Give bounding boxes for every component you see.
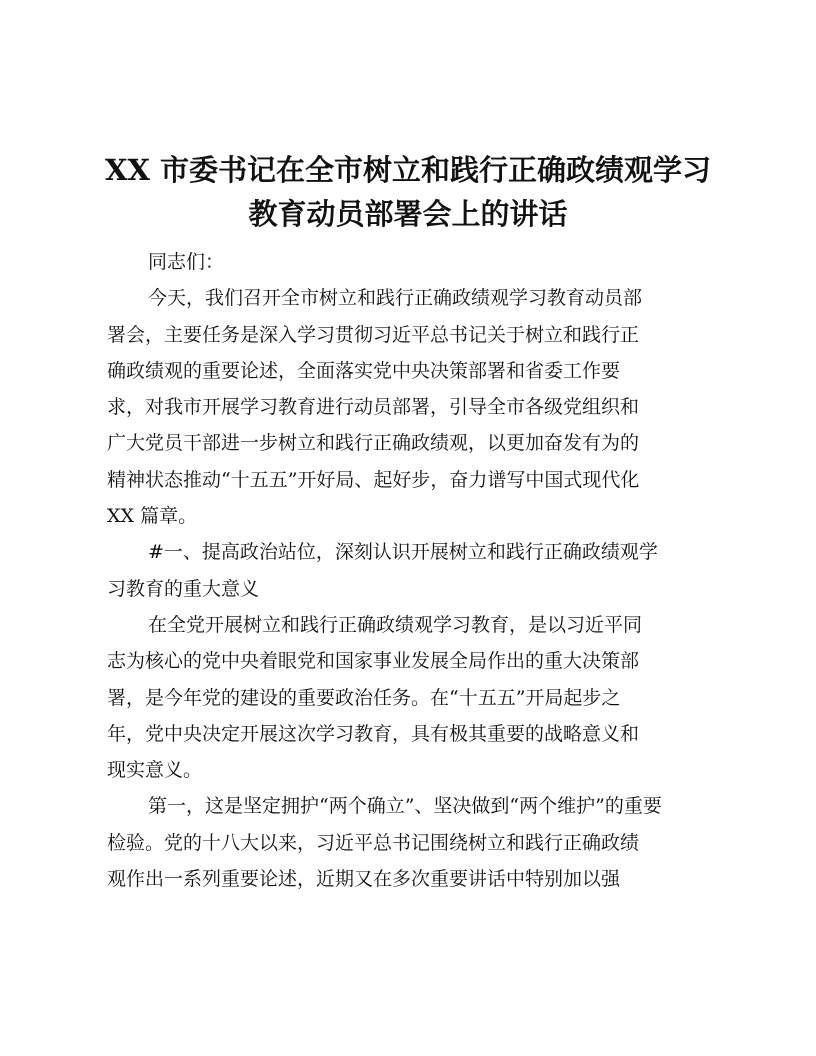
- salutation: 同志们：: [148, 251, 225, 273]
- document-body: [107, 244, 717, 897]
- document-title: [100, 148, 716, 236]
- paragraph-1-line-5: 广大党员干部进一步树立和践行正确政绩观，以更加奋发有为的: [107, 432, 640, 455]
- paragraph-2-line-2: 志为核心的党中央着眼党和国家事业发展全局作出的重大决策部: [107, 650, 640, 673]
- section-heading-line-2: 习教育的重大意义: [107, 577, 260, 600]
- paragraph-3-line-1: 第一，这是坚定拥护“两个确立”、坚决做到“两个维护”的重要: [148, 795, 662, 818]
- section-heading-line-1: #一、提高政治站位，深刻认识开展树立和践行正确政绩观学: [148, 541, 658, 564]
- paragraph-1-line-4: 求，对我市开展学习教育进行动员部署，引导全市各级党组织和: [107, 396, 640, 419]
- paragraph-2-line-5: 现实意义。: [107, 759, 203, 782]
- paragraph-2-line-4: 年，党中央决定开展这次学习教育，具有极其重要的战略意义和: [107, 722, 640, 745]
- paragraph-2-line-1: 在全党开展树立和践行正确政绩观学习教育，是以习近平同: [148, 613, 643, 636]
- title-line-1: XX 市委书记在全市树立和践行正确政绩观学习: [104, 153, 712, 187]
- paragraph-1-line-6: 精神状态推动“十五五”开好局、起好步，奋力谱写中国式现代化: [107, 468, 640, 491]
- paragraph-1-line-7: XX 篇章。: [107, 505, 198, 528]
- paragraph-1-line-1: 今天，我们召开全市树立和践行正确政绩观学习教育动员部: [148, 287, 643, 310]
- paragraph-1-line-2: 署会，主要任务是深入学习贯彻习近平总书记关于树立和践行正: [107, 323, 640, 346]
- paragraph-1-line-3: 确政绩观的重要论述，全面落实党中央决策部署和省委工作要: [107, 359, 621, 382]
- title-line-2: 教育动员部署会上的讲话: [248, 197, 568, 231]
- paragraph-3-line-3: 观作出一系列重要论述，近期又在多次重要讲话中特别加以强: [107, 868, 621, 891]
- paragraph-2-line-3: 署，是今年党的建设的重要政治任务。在“十五五”开局起步之: [107, 686, 621, 709]
- paragraph-3-line-2: 检验。党的十八大以来，习近平总书记围绕树立和践行正确政绩: [107, 831, 640, 854]
